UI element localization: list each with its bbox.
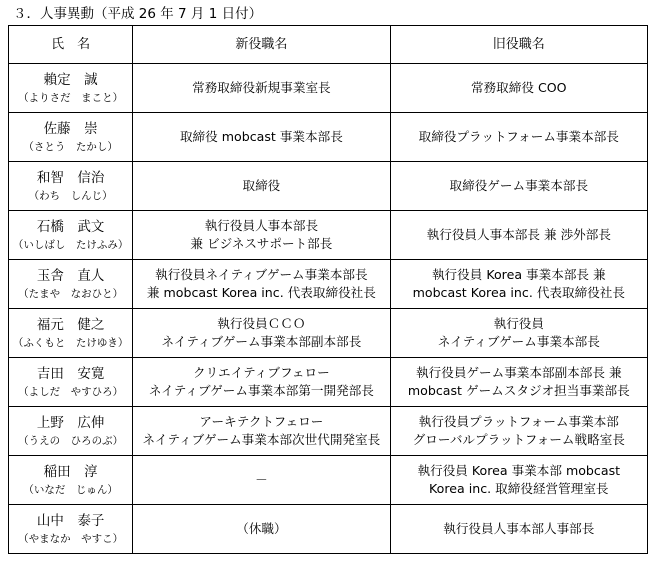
person-cell [9,456,133,505]
person-cell [9,113,133,162]
old-role-cell [390,162,647,211]
person-cell [9,64,133,113]
person-name: 稲田 淳 [43,464,98,480]
old-role-cell [390,113,647,162]
person-name: 佐藤 崇 [43,121,98,137]
person-name: 賴定 誠 [43,72,98,88]
table-row [9,358,648,407]
person-name-reading: （よりさだ まこと） [18,92,124,104]
new-role-cell [133,456,390,505]
person-cell [9,211,133,260]
old-role-line: 取締役ゲーム事業本部長 [449,178,589,193]
new-role-line: ネイティブゲーム事業本部副本部長 [161,334,362,349]
person-cell [9,407,133,456]
old-role-cell [390,456,647,505]
person-cell [9,309,133,358]
person-cell [9,358,133,407]
table-row [9,113,648,162]
new-role-line: 執行役員ネイティブゲーム事業本部長 [155,267,368,282]
old-role-line: 執行役員 Korea 事業本部 mobcast [417,463,621,478]
column-header-old-role: 旧役職名 [390,26,647,64]
table-row [9,64,648,113]
table-row [9,407,648,456]
old-role-cell [390,358,647,407]
old-role-line: 執行役員ゲーム事業本部副本部長 兼 [416,365,622,380]
new-role-cell [133,505,390,554]
person-name: 石橋 武文 [36,219,105,235]
old-role-line: mobcast Korea inc. 代表取締役社長 [412,285,625,300]
new-role-line: 執行役員人事本部長 [204,218,319,233]
person-name: 福元 健之 [36,317,105,333]
new-role-line: 兼 mobcast Korea inc. 代表取締役社長 [146,285,376,300]
table-header-row [9,26,648,64]
column-header-new-role: 新役職名 [133,26,390,64]
person-name: 和智 信治 [36,170,105,186]
new-role-line: アーキテクトフェロー [199,414,324,429]
new-role-line: 取締役 [242,178,281,193]
old-role-line: 取締役プラットフォーム事業本部長 [418,129,619,144]
new-role-line: 常務取締役新規事業室長 [192,80,331,95]
person-name-reading: （わち しんじ） [28,190,113,202]
old-role-line: mobcast ゲームスタジオ担当事業部長 [407,383,630,398]
personnel-changes-table [8,25,648,554]
new-role-line: ネイティブゲーム事業本部次世代開発室長 [142,432,381,447]
new-role-cell [133,162,390,211]
table-row [9,211,648,260]
person-name: 玉舎 直人 [36,268,105,284]
old-role-cell [390,260,647,309]
person-cell [9,505,133,554]
table-row [9,162,648,211]
person-name-reading: （たまや なおひと） [18,288,124,300]
old-role-line: 執行役員人事本部長 兼 渉外部長 [426,227,611,242]
old-role-line: 執行役員 [493,316,544,331]
new-role-line: クリエイティブフェロー [193,365,330,380]
new-role-cell [133,407,390,456]
person-name: 吉田 安寛 [36,366,105,382]
old-role-line: Korea inc. 取締役経営管理室長 [429,481,609,496]
table-row [9,456,648,505]
old-role-line: 執行役員人事本部人事部長 [443,521,595,536]
old-role-cell [390,309,647,358]
old-role-cell [390,64,647,113]
old-role-line: ネイティブゲーム事業本部長 [437,334,600,349]
person-cell [9,260,133,309]
table-body [9,64,648,554]
column-header-name: 氏 名 [9,26,133,64]
section-heading: ３．人事異動（平成 26 年 7 月 1 日付） [13,6,263,22]
new-role-line: （休職） [236,521,287,536]
person-name-reading: （いしばし たけふみ） [12,239,129,251]
person-name-reading: （よしだ やすひろ） [18,386,124,398]
old-role-cell [390,407,647,456]
table-row [9,309,648,358]
table-row [9,505,648,554]
new-role-cell [133,358,390,407]
old-role-line: グローバルプラットフォーム戦略室長 [412,432,625,447]
new-role-line: － [255,472,268,487]
old-role-line: 常務取締役 COO [470,80,567,95]
table-row [9,260,648,309]
new-role-cell [133,260,390,309]
new-role-line: 執行役員ＣＣＯ [217,316,306,331]
new-role-cell [133,211,390,260]
old-role-line: 執行役員 Korea 事業本部長 兼 [431,267,606,282]
person-cell [9,162,133,211]
person-name: 山中 泰子 [36,513,105,529]
person-name-reading: （さとう たかし） [23,141,118,153]
new-role-line: ネイティブゲーム事業本部第一開発部長 [148,383,374,398]
new-role-cell [133,309,390,358]
person-name: 上野 広伸 [36,415,105,431]
new-role-line: 取締役 mobcast 事業本部長 [179,129,343,144]
old-role-cell [390,211,647,260]
new-role-cell [133,113,390,162]
person-name-reading: （うえの ひろのぶ） [18,435,124,447]
old-role-line: 執行役員プラットフォーム事業本部 [418,414,619,429]
person-name-reading: （いなだ じゅん） [23,484,118,496]
old-role-cell [390,505,647,554]
person-name-reading: （やまなか やすこ） [18,533,124,545]
new-role-line: 兼 ビジネスサポート部長 [190,236,333,251]
person-name-reading: （ふくもと たけゆき） [12,337,129,349]
new-role-cell [133,64,390,113]
